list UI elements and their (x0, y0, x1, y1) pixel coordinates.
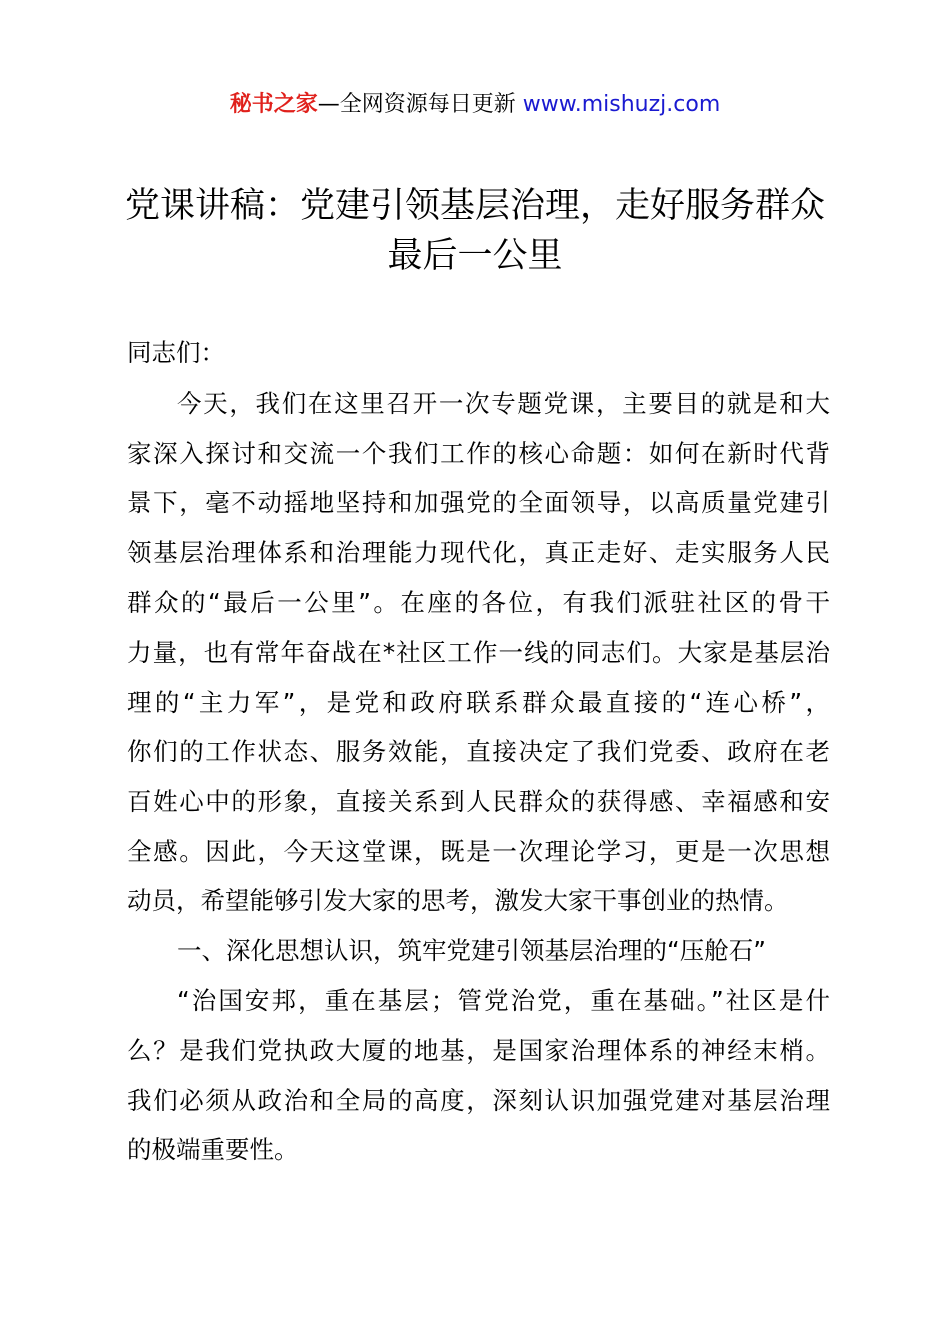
body-line: 全感。因此，今天这堂课，既是一次理论学习，更是一次思想 (127, 837, 830, 866)
body-line: 动员，希望能够引发大家的思考，激发大家干事创业的热情。 (127, 886, 789, 915)
body-line: 力量，也有常年奋战在*社区工作一线的同志们。大家是基层治 (127, 638, 830, 667)
document-title-line-2: 最后一公里 (387, 236, 563, 276)
body-line: 家深入探讨和交流一个我们工作的核心命题：如何在新时代背 (127, 439, 830, 468)
site-header (0, 88, 950, 122)
salutation: 同志们： (127, 338, 225, 367)
body-line: “治国安邦，重在基层；管党治党，重在基础。”社区是什 (177, 986, 830, 1015)
body-line: 群众的“最后一公里”。在座的各位，有我们派驻社区的骨干 (127, 588, 830, 617)
site-brand: 秘书之家 (229, 92, 318, 117)
body-line: 么？是我们党执政大厦的地基，是国家治理体系的神经末梢。 (127, 1036, 830, 1065)
site-tagline: —全网资源每日更新 (317, 92, 523, 117)
site-url-link[interactable]: www.mishuzj.com (522, 92, 721, 117)
body-line: 百姓心中的形象，直接关系到人民群众的获得感、幸福感和安 (127, 787, 830, 816)
body-line: 理的“主力军”，是党和政府联系群众最直接的“连心桥”， (127, 688, 830, 717)
body-line: 的极端重要性。 (127, 1135, 299, 1164)
body-line: 你们的工作状态、服务效能，直接决定了我们党委、政府在老 (127, 737, 830, 766)
body-line: 景下，毫不动摇地坚持和加强党的全面领导，以高质量党建引 (127, 488, 830, 517)
document-title-line-1: 党课讲稿：党建引领基层治理，走好服务群众 (124, 186, 825, 226)
section-heading: 一、深化思想认识，筑牢党建引领基层治理的“压舱石” (177, 936, 766, 965)
body-line: 领基层治理体系和治理能力现代化，真正走好、走实服务人民 (127, 538, 830, 567)
body-line: 今天，我们在这里召开一次专题党课，主要目的就是和大 (177, 389, 830, 418)
body-line: 我们必须从政治和全局的高度，深刻认识加强党建对基层治理 (127, 1086, 830, 1115)
